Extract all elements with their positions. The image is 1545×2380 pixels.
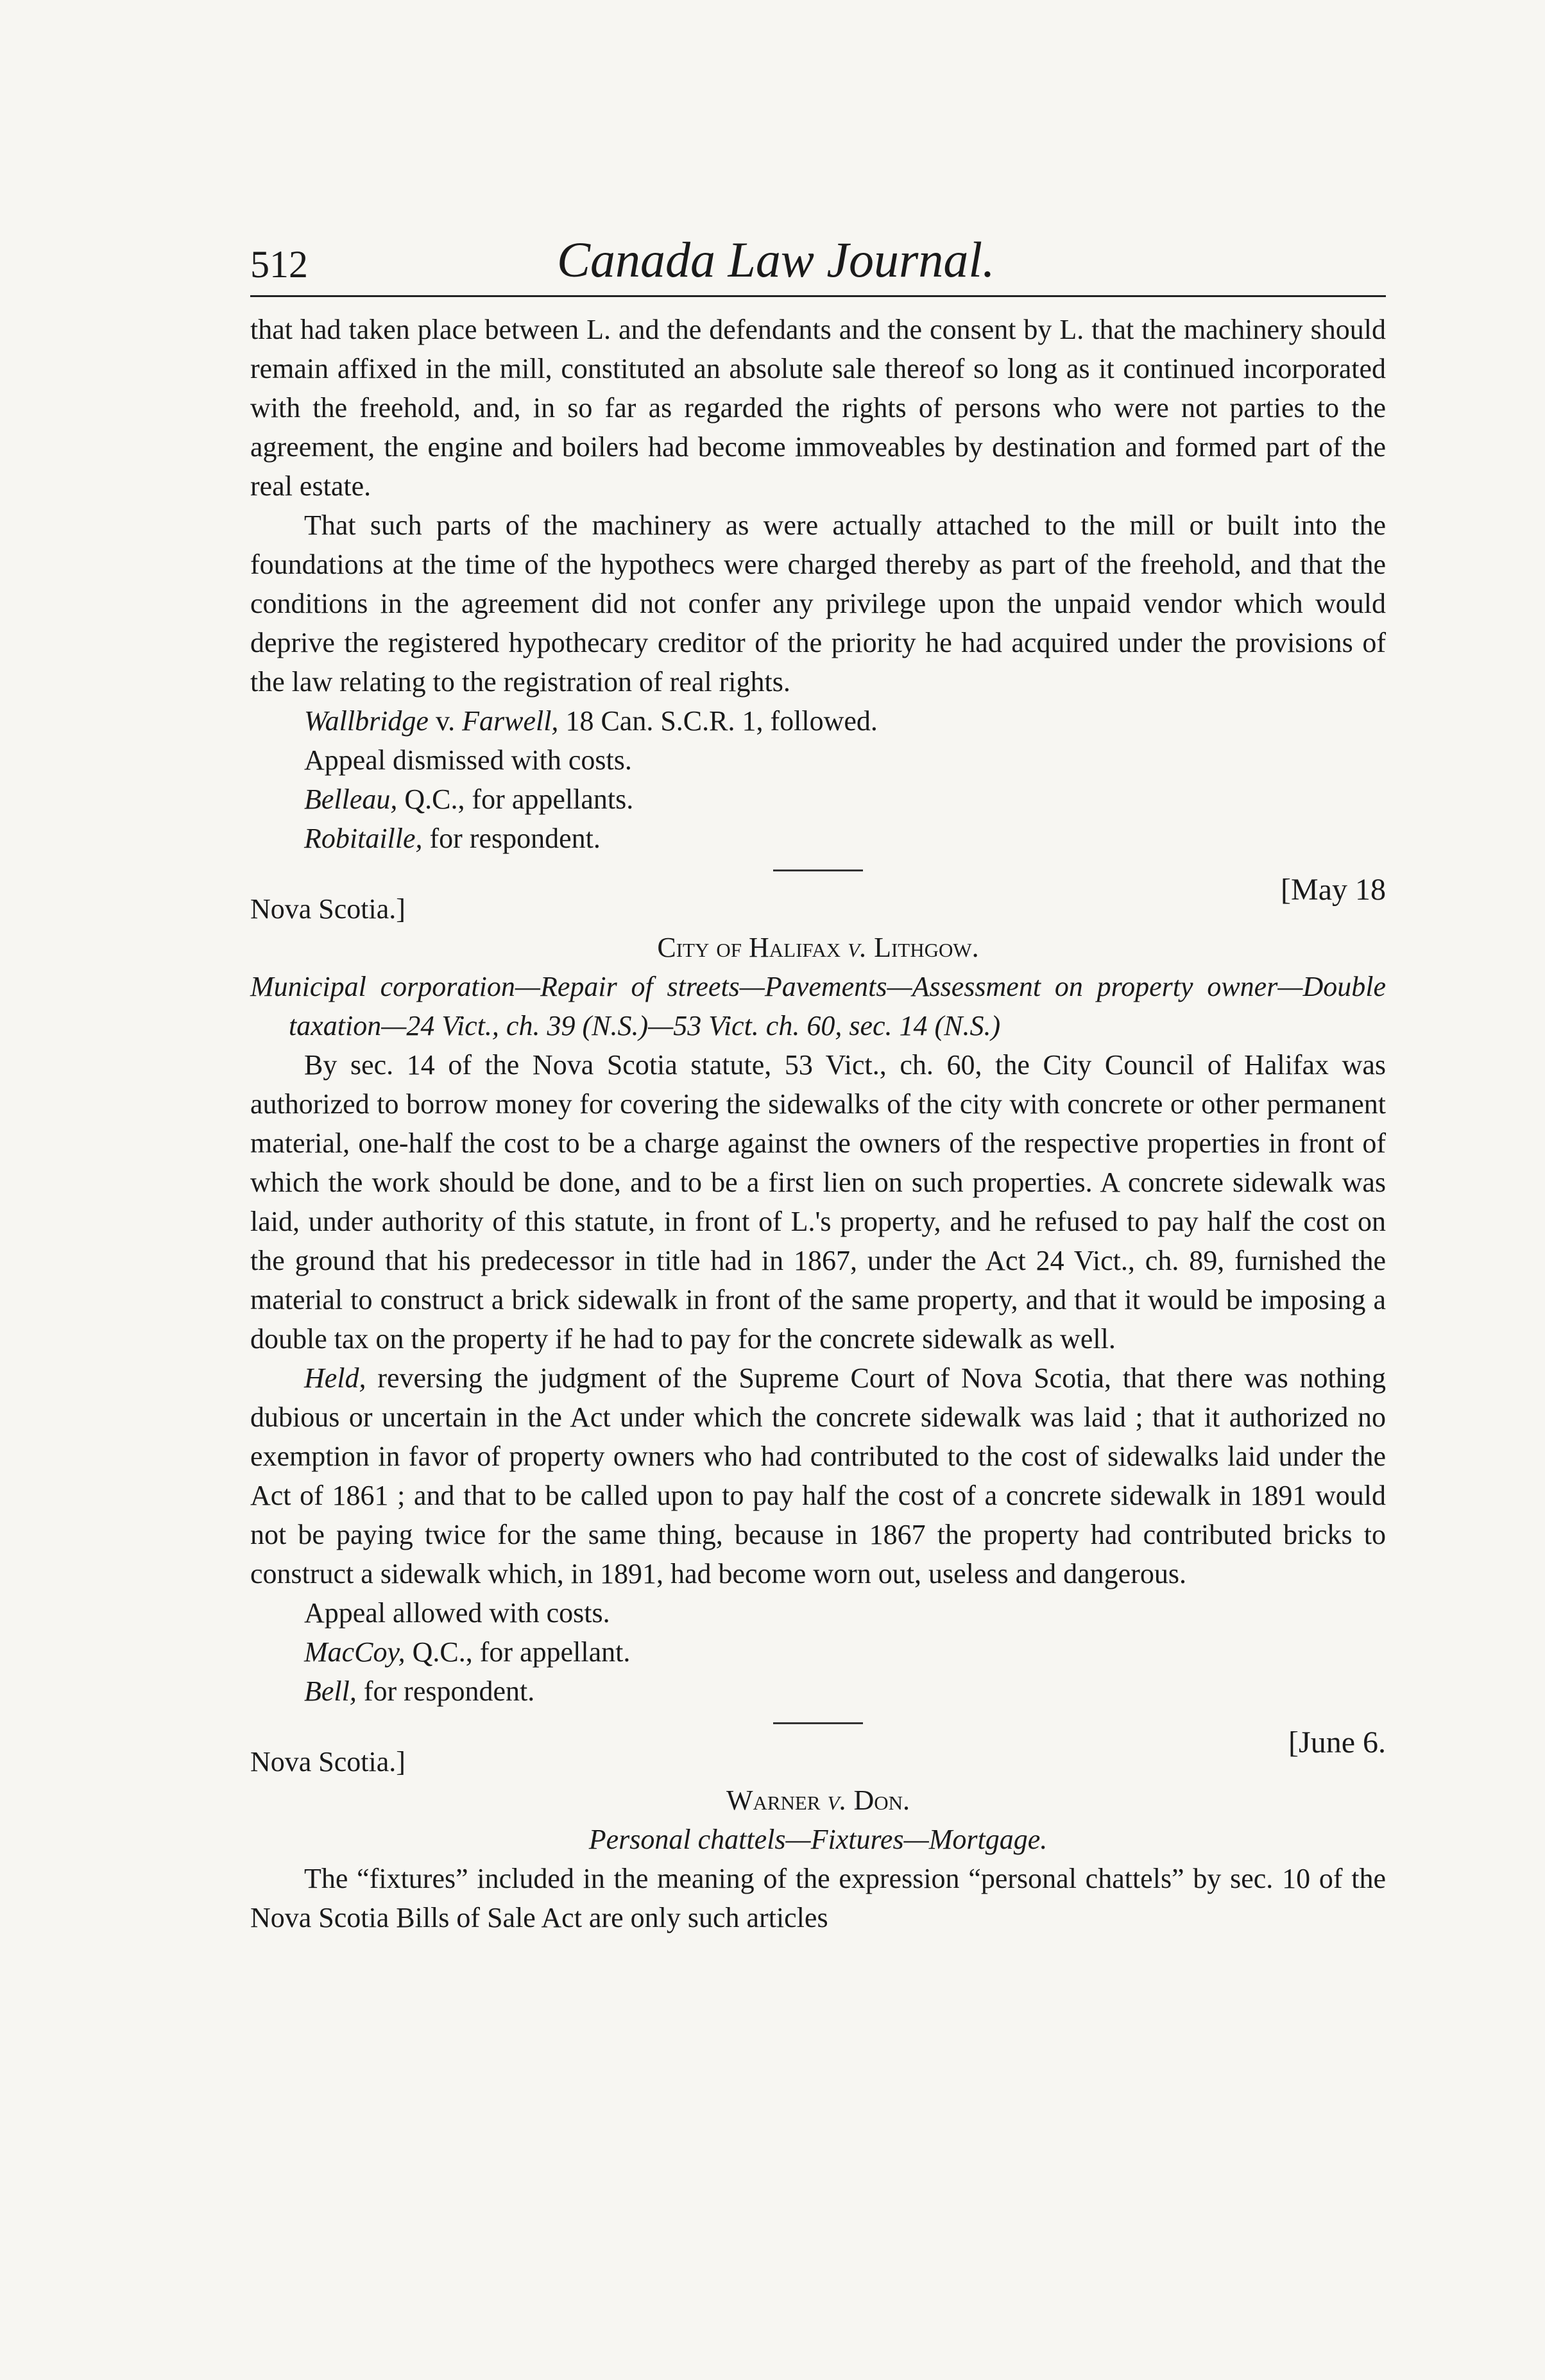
page-body (250, 310, 1386, 1937)
case1-result: Appeal dismissed with costs. (304, 744, 632, 776)
counsel-name: Robitaille, (304, 823, 423, 854)
case2-counsel2 (250, 1672, 1386, 1711)
case1-counsel1 (250, 780, 1386, 819)
case2-headnote: Municipal corporation—Repair of streets—Pavements—Assessment on property owner—Double taxation—24 Vict., ch. 39 (N.S.)—53 Vict. ch. 60, sec. 14 (N.S.) (250, 971, 1386, 1041)
case3-para1: The “fixtures” included in the meaning of the expression “personal chattels” by sec. 10 of the Nova Scotia Bills of Sale Act are only such articles (250, 1863, 1386, 1933)
versus: v. (827, 1785, 847, 1816)
case2-title (250, 928, 1386, 967)
counsel-name: MacCoy, (304, 1636, 405, 1668)
case2-court-line (250, 873, 1386, 928)
party-a: Warner (726, 1785, 828, 1816)
case3-court: Nova Scotia.] (250, 1746, 405, 1777)
followed-party: Farwell, (462, 705, 559, 737)
counsel-rest: Q.C., for appellants. (397, 783, 634, 815)
case2-court: Nova Scotia.] (250, 893, 405, 925)
counsel-rest: for respondent. (422, 823, 601, 854)
case2-held (250, 1358, 1386, 1593)
case1-followed (250, 701, 1386, 741)
page-number: 512 (250, 243, 308, 286)
case2-counsel1 (250, 1632, 1386, 1672)
counsel-name: Bell, (304, 1675, 357, 1707)
case1-counsel2 (250, 819, 1386, 858)
divider (773, 1722, 863, 1724)
held-word: Held, (304, 1362, 366, 1394)
case2-para1: By sec. 14 of the Nova Scotia statute, 53 Vict., ch. 60, the City Council of Halifax was authorized to borrow money for covering the sidewalks of the city with concrete or other permanent material, one-half the cost to be a charge against the owners of the respective properties in front of which the work should be done, and to be a first lien on such properties. A concrete sidewalk was laid, under authority of this statute, in front of L.'s property, and he refused to pay half the cost on the ground that his predecessor in title had in 1867, under the Act 24 Vict., ch. 89, furnished the material to construct a brick sidewalk in front of the same property, and that it would be imposing a double tax on the property if he had to pay for the concrete sidewalk as well. (250, 1049, 1386, 1355)
case1-para1: that had taken place between L. and the defendants and the consent by L. that the machinery should remain affixed in the mill, constituted an absolute sale thereof so long as it continued incorporated with the freehold, and, in so far as regarded the rights of persons who were not parties to the agreement, the engine and boilers had become immoveables by destination and formed part of the real estate. (250, 314, 1386, 502)
case2-result: Appeal allowed with costs. (304, 1597, 610, 1629)
divider (773, 869, 863, 871)
party-a: City of Halifax (657, 932, 848, 963)
followed-case-name: Wallbridge (304, 705, 429, 737)
party-b: Lithgow. (867, 932, 979, 963)
page (250, 231, 1386, 1937)
case3-headnote: Personal chattels—Fixtures—Mortgage. (588, 1824, 1048, 1855)
counsel-name: Belleau, (304, 783, 398, 815)
party-b: Don. (846, 1785, 910, 1816)
journal-title: Canada Law Journal. (557, 232, 995, 287)
running-header (250, 231, 1386, 297)
case2-date: [May 18 (1281, 873, 1386, 907)
counsel-rest: Q.C., for appellant. (405, 1636, 631, 1668)
followed-v: v. (428, 705, 463, 737)
followed-rest: 18 Can. S.C.R. 1, followed. (558, 705, 878, 737)
counsel-rest: for respondent. (356, 1675, 535, 1707)
case3-court-line (250, 1725, 1386, 1781)
case3-date: [June 6. (1288, 1725, 1386, 1759)
versus: v. (848, 932, 867, 963)
held-rest: reversing the judgment of the Supreme Court of Nova Scotia, that there was nothing dubious or uncertain in the Act under which the concrete sidewalk was laid ; that it authorized no exemption in favor of property owners who had contributed to the cost of sidewalks laid under the Act of 1861 ; and that to be called upon to pay half the cost of a concrete sidewalk in 1891 would not be paying twice for the same thing, because in 1867 the property had contributed bricks to construct a sidewalk which, in 1891, had become worn out, useless and dangerous. (250, 1362, 1386, 1589)
case1-para2: That such parts of the machinery as were actually attached to the mill or built into the foundations at the time of the hypothecs were charged thereby as part of the freehold, and that the conditions in the agreement did not confer any privilege upon the unpaid vendor which would deprive the registered hypothecary creditor of the priority he had acquired under the provisions of the law relating to the registration of real rights. (250, 509, 1386, 698)
case3-title (250, 1781, 1386, 1820)
